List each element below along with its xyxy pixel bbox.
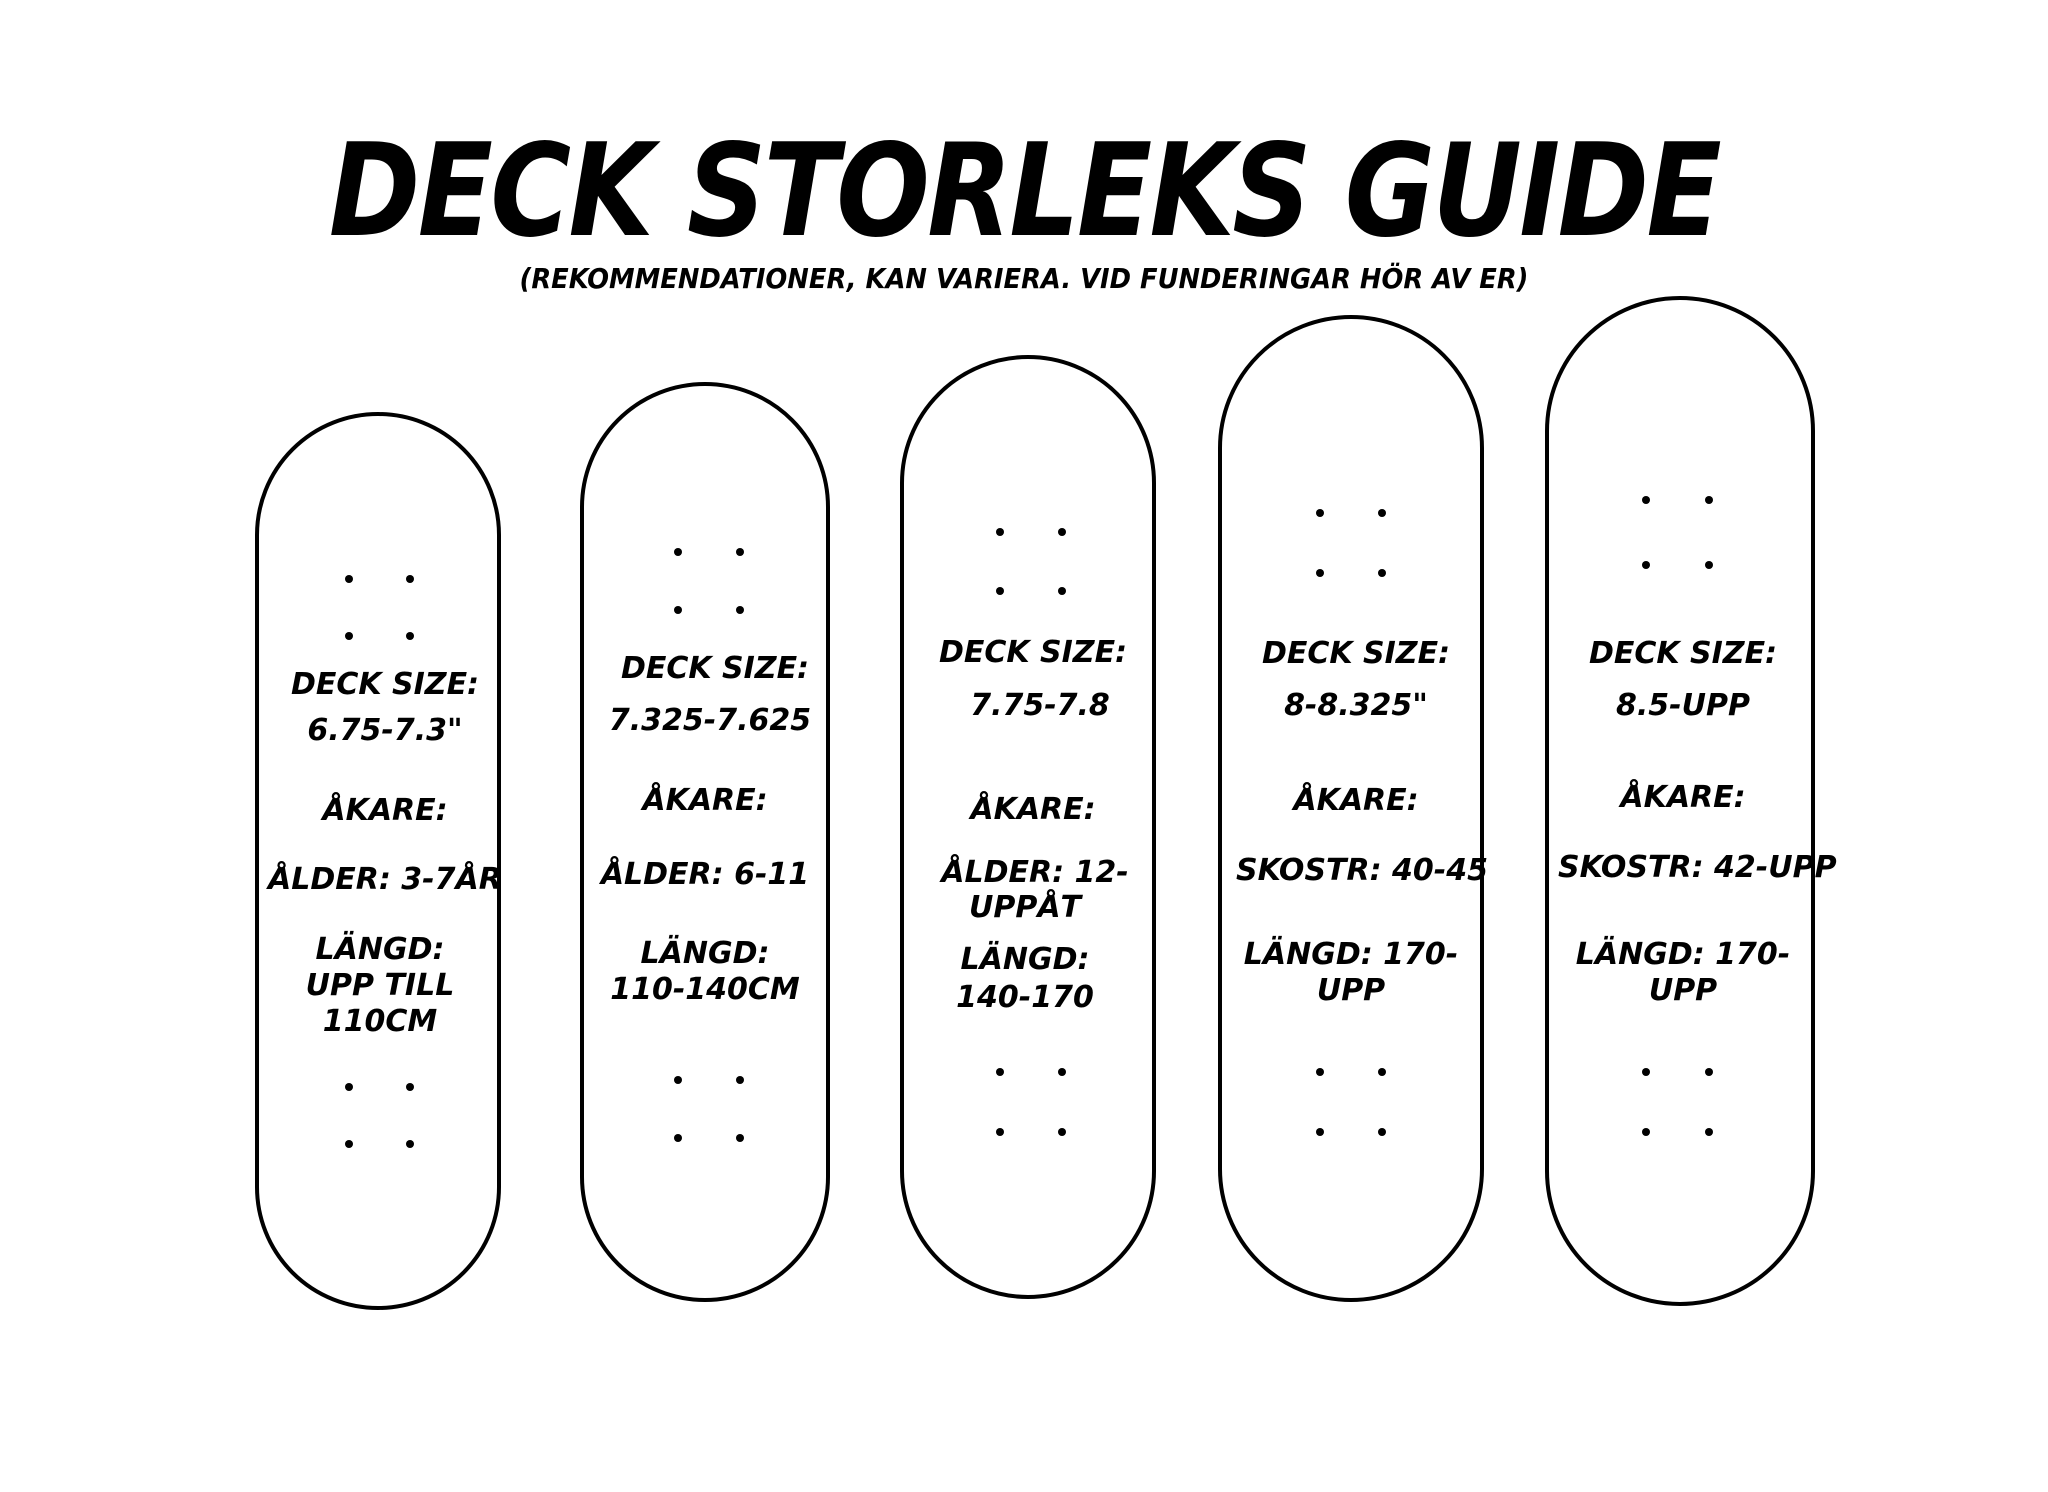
- deck-3-size-label: DECK SIZE:: [938, 635, 1128, 670]
- deck-4-bolt-hole: [1316, 1128, 1324, 1136]
- deck-1-bolt-hole: [406, 1083, 414, 1091]
- deck-3-bolt-hole: [996, 1128, 1004, 1136]
- deck-2-height-value: 110-140CM: [610, 972, 800, 1007]
- deck-5-bolt-hole: [1705, 561, 1713, 569]
- deck-3-height-value: 140-170: [956, 980, 1094, 1015]
- deck-2-height-label: LÄNGD:: [640, 936, 770, 971]
- deck-1-height-label: LÄNGD:: [315, 932, 445, 967]
- deck-5-bolt-hole: [1642, 1068, 1650, 1076]
- deck-5-bolt-hole: [1642, 496, 1650, 504]
- deck-1-bolt-hole: [345, 632, 353, 640]
- deck-4-shoe-size: SKOSTR: 40-45: [1236, 853, 1488, 888]
- deck-3-bolt-hole: [996, 528, 1004, 536]
- deck-3-bolt-hole: [996, 1068, 1004, 1076]
- page-title: DECK STORLEKS GUIDE: [328, 117, 1720, 266]
- deck-5-height-label: LÄNGD: 170-: [1575, 937, 1791, 972]
- deck-4-bolt-hole: [1378, 569, 1386, 577]
- deck-2-size-label: DECK SIZE:: [620, 651, 810, 686]
- deck-2-outline: [580, 382, 830, 1302]
- deck-5-size-value: 8.5-UPP: [1616, 688, 1750, 723]
- deck-4-size-label: DECK SIZE:: [1261, 636, 1451, 671]
- deck-1-size-label: DECK SIZE:: [290, 667, 480, 702]
- page-subtitle: (REKOMMENDATIONER, KAN VARIERA. VID FUNDERINGAR HÖR AV ER): [519, 262, 1529, 295]
- deck-1-bolt-hole: [345, 575, 353, 583]
- deck-5-rider-label: ÅKARE:: [1620, 780, 1746, 815]
- deck-2-bolt-hole: [674, 548, 682, 556]
- deck-4-height-label: LÄNGD: 170-: [1243, 937, 1459, 972]
- deck-3-size-value: 7.75-7.8: [970, 688, 1110, 723]
- deck-4-bolt-hole: [1316, 509, 1324, 517]
- deck-4-bolt-hole: [1316, 569, 1324, 577]
- deck-2-age: ÅLDER: 6-11: [600, 857, 810, 892]
- deck-5-bolt-hole: [1642, 561, 1650, 569]
- deck-4-rider-label: ÅKARE:: [1293, 783, 1419, 818]
- deck-3-age-cont: UPPÅT: [968, 890, 1082, 925]
- deck-1-bolt-hole: [406, 575, 414, 583]
- deck-5-bolt-hole: [1705, 1128, 1713, 1136]
- deck-3-bolt-hole: [1058, 1068, 1066, 1076]
- deck-4-bolt-hole: [1378, 509, 1386, 517]
- deck-4-bolt-hole: [1378, 1128, 1386, 1136]
- deck-2-bolt-hole: [736, 1134, 744, 1142]
- deck-5-bolt-hole: [1705, 496, 1713, 504]
- deck-3-bolt-hole: [1058, 587, 1066, 595]
- deck-4-height-value: UPP: [1316, 973, 1386, 1008]
- deck-3-age: ÅLDER: 12-: [941, 855, 1129, 890]
- deck-4-bolt-hole: [1316, 1068, 1324, 1076]
- deck-1-bolt-hole: [345, 1140, 353, 1148]
- deck-5-bolt-hole: [1642, 1128, 1650, 1136]
- deck-2-bolt-hole: [736, 606, 744, 614]
- deck-3-bolt-hole: [996, 587, 1004, 595]
- deck-1-bolt-hole: [406, 1140, 414, 1148]
- deck-2-bolt-hole: [674, 606, 682, 614]
- deck-5-size-label: DECK SIZE:: [1588, 636, 1778, 671]
- deck-2-rider-label: ÅKARE:: [642, 783, 768, 818]
- deck-1-bolt-hole: [406, 632, 414, 640]
- deck-1-bolt-hole: [345, 1083, 353, 1091]
- deck-2-bolt-hole: [736, 548, 744, 556]
- deck-1-age: ÅLDER: 3-7ÅR: [268, 862, 502, 897]
- deck-2-bolt-hole: [674, 1134, 682, 1142]
- deck-1-height-value: 110CM: [322, 1004, 438, 1039]
- deck-3-height-label: LÄNGD:: [960, 942, 1090, 977]
- deck-3-bolt-hole: [1058, 1128, 1066, 1136]
- deck-2-size-value: 7.325-7.625: [608, 703, 812, 738]
- deck-4-size-value: 8-8.325": [1284, 688, 1428, 723]
- deck-5-shoe-size: SKOSTR: 42-UPP: [1558, 850, 1837, 885]
- deck-5-bolt-hole: [1705, 1068, 1713, 1076]
- deck-2-bolt-hole: [674, 1076, 682, 1084]
- deck-4-bolt-hole: [1378, 1068, 1386, 1076]
- deck-2-bolt-hole: [736, 1076, 744, 1084]
- deck-1-outline: [255, 412, 501, 1310]
- deck-5-height-value: UPP: [1648, 973, 1718, 1008]
- deck-3-bolt-hole: [1058, 528, 1066, 536]
- deck-1-height-value: UPP TILL: [305, 968, 455, 1003]
- deck-1-rider-label: ÅKARE:: [322, 793, 448, 828]
- deck-1-size-value: 6.75-7.3": [307, 713, 463, 748]
- deck-3-rider-label: ÅKARE:: [970, 792, 1096, 827]
